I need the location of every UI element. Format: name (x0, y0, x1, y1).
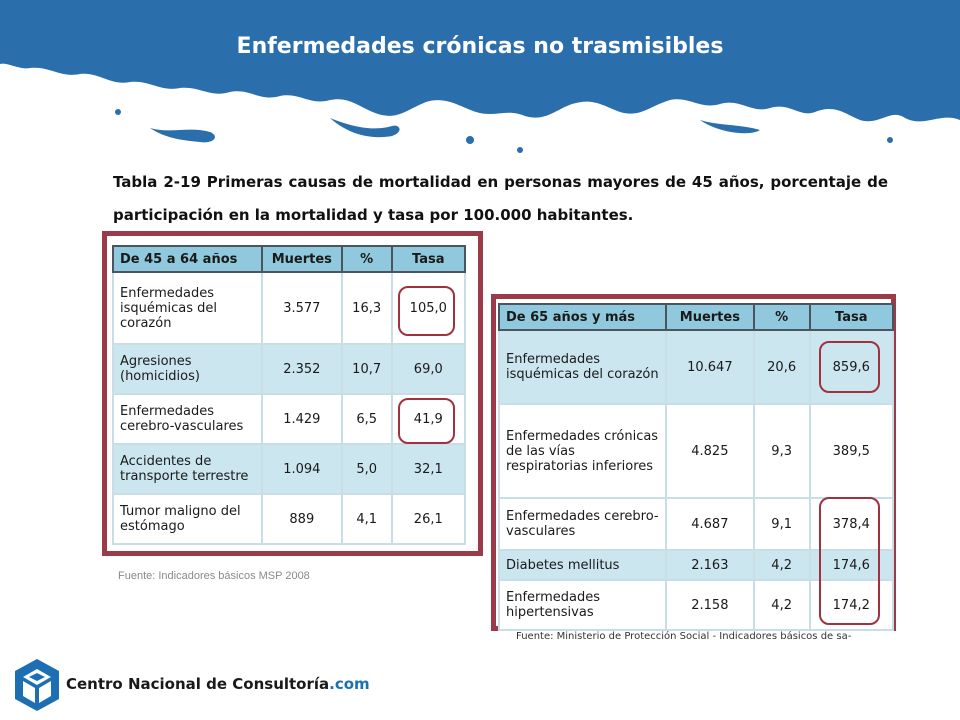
deaths-cell: 889 (262, 494, 342, 544)
rate-cell: 859,6 (810, 330, 893, 404)
brand-name (66, 675, 370, 693)
highlight-ring (398, 398, 455, 444)
deaths-cell: 2.163 (666, 550, 754, 580)
cause-cell: Enfermedades isquémicas del corazón (499, 330, 666, 404)
header-cell-deaths: Muertes (666, 304, 754, 330)
cause-cell: Enfermedades isquémicas del corazón (113, 272, 262, 344)
header-cell-percent: % (754, 304, 810, 330)
cause-cell: Enfermedades cerebro-vasculares (499, 498, 666, 550)
table-header-row (113, 246, 465, 272)
highlight-ring (819, 341, 880, 393)
table-caption: Tabla 2-19 Primeras causas de mortalidad en personas mayores de 45 años, porcentaje de participación en la mortalidad y tasa por 100.000 habitantes. (113, 173, 888, 224)
brush-stroke-banner (0, 0, 960, 170)
rate-cell: 378,4 (810, 498, 893, 550)
cause-cell: Agresiones (homicidios) (113, 344, 262, 394)
cause-cell: Diabetes mellitus (499, 550, 666, 580)
deaths-cell: 4.687 (666, 498, 754, 550)
deaths-cell: 1.094 (262, 444, 342, 494)
percent-cell: 20,6 (754, 330, 810, 404)
rate-cell: 174,2 (810, 580, 893, 630)
rate-cell: 26,1 (392, 494, 465, 544)
rate-cell: 105,0 (392, 272, 465, 344)
header-cell-deaths: Muertes (262, 246, 342, 272)
table-header-row (499, 304, 893, 330)
cnc-logo (12, 657, 62, 713)
header-banner (0, 0, 960, 170)
percent-cell: 10,7 (342, 344, 392, 394)
rate-cell: 389,5 (810, 404, 893, 498)
table-row (113, 494, 465, 544)
percent-cell: 5,0 (342, 444, 392, 494)
brand-text: Centro Nacional de Consultoría (66, 675, 330, 693)
highlight-ring (819, 497, 880, 625)
deaths-cell: 2.352 (262, 344, 342, 394)
deaths-cell: 3.577 (262, 272, 342, 344)
cause-cell: Enfermedades cerebro-vasculares (113, 394, 262, 444)
highlight-ring (398, 286, 455, 336)
percent-cell: 4,2 (754, 580, 810, 630)
deaths-cell: 10.647 (666, 330, 754, 404)
header-cell-percent: % (342, 246, 392, 272)
rate-cell: 174,6 (810, 550, 893, 580)
rate-cell: 41,9 (392, 394, 465, 444)
percent-cell: 6,5 (342, 394, 392, 444)
cause-cell: Enfermedades crónicas de las vías respiratorias inferiores (499, 404, 666, 498)
deaths-cell: 1.429 (262, 394, 342, 444)
percent-cell: 4,1 (342, 494, 392, 544)
cause-cell: Accidentes de transporte terrestre (113, 444, 262, 494)
cube-logo-icon (12, 657, 62, 713)
percent-cell: 16,3 (342, 272, 392, 344)
source-note: Fuente: Indicadores básicos MSP 2008 (118, 570, 310, 582)
percent-cell: 9,3 (754, 404, 810, 498)
percent-cell: 9,1 (754, 498, 810, 550)
rate-cell: 69,0 (392, 344, 465, 394)
percent-cell: 4,2 (754, 550, 810, 580)
table-row (499, 404, 893, 498)
header-cell-rate: Tasa (392, 246, 465, 272)
table-row (113, 344, 465, 394)
header-cell-rate: Tasa (810, 304, 893, 330)
deaths-cell: 2.158 (666, 580, 754, 630)
deaths-cell: 4.825 (666, 404, 754, 498)
page-title: Enfermedades crónicas no trasmisibles (236, 34, 724, 59)
cause-cell: Tumor maligno del estómago (113, 494, 262, 544)
brand-suffix: .com (329, 675, 370, 693)
header-cell-group: De 45 a 64 años (113, 246, 262, 272)
source-note: Fuente: Ministerio de Protección Social - Indicadores básicos de sa- (516, 631, 852, 642)
table-45-64-frame (102, 231, 483, 556)
cause-cell: Enfermedades hipertensivas (499, 580, 666, 630)
table-row (113, 444, 465, 494)
header-cell-group: De 65 años y más (499, 304, 666, 330)
rate-cell: 32,1 (392, 444, 465, 494)
